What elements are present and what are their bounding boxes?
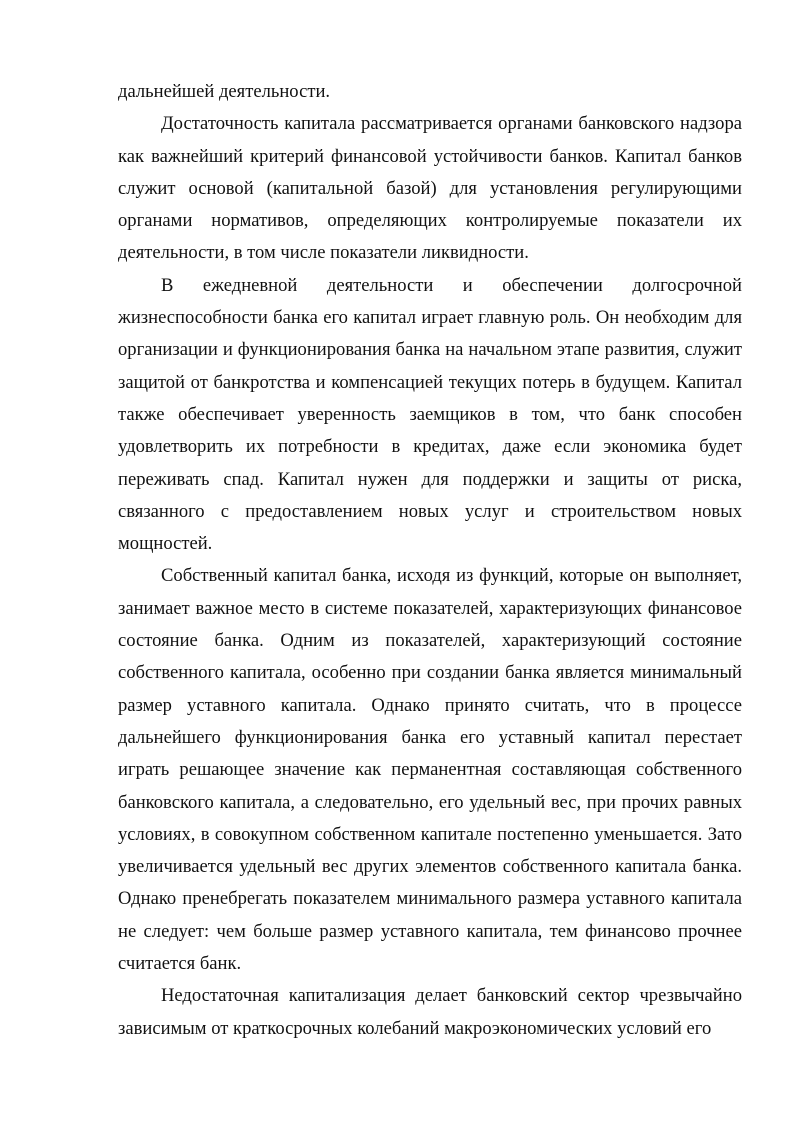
paragraph-continuation: дальнейшей деятельности. bbox=[118, 81, 331, 102]
paragraph-own-capital: Собственный капитал банка, исходя из функций, которые он выполняет, занимает важное место в системе показателей, характеризующих финансовое состояние банка. Одним из показателей, характеризующий состояние собственного капитала, особенно при создании банка является минимальный размер уставного капитала. Однако принято считать, что в процессе дальнейшего функционирования банка его уставный капитал перестает играть решающее значение как перманентная составляющая собственного банковского капитала, а следовательно, его удельный вес, при прочих равных условиях, в совокупном собственном капитале постепенно уменьшается. Зато увеличивается удельный вес других элементов собственного капитала банка. Однако пренебрегать показателем минимального размера уставного капитала не следует: чем больше размер уставного капитала, тем финансово прочнее считается банк. bbox=[118, 565, 742, 975]
paragraph-capital-adequacy: Достаточность капитала рассматривается органами банковского надзора как важнейший критерий финансовой устойчивости банков. Капитал банков служит основой (капитальной базой) для установления регулирующими органами нормативов, определяющих контролируемые показатели их деятельности, в том числе показатели ликвидности. bbox=[118, 113, 742, 264]
paragraph-undercapitalization: Недостаточная капитализация делает банковский сектор чрезвычайно зависимым от краткосрочных колебаний макроэкономических условий его bbox=[118, 985, 742, 1039]
document-body bbox=[118, 76, 742, 1045]
paragraph-capital-role: В ежедневной деятельности и обеспечении долгосрочной жизнеспособности банка его капитал играет главную роль. Он необходим для организации и функционирования банка на начальном этапе развития, служит защитой от банкротства и компенсацией текущих потерь в будущем. Капитал также обеспечивает уверенность заемщиков в том, что банк способен удовлетворить их потребности в кредитах, даже если экономика будет переживать спад. Капитал нужен для поддержки и защиты от риска, связанного с предоставлением новых услуг и строительством новых мощностей. bbox=[118, 274, 742, 555]
